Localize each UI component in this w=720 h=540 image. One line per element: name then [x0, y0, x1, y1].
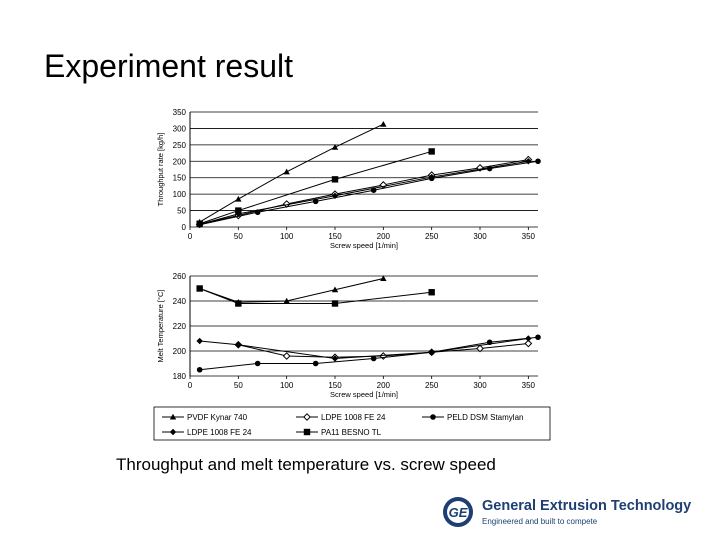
- y-axis-label: Throughput rate [kg/h]: [156, 132, 165, 207]
- data-point: [332, 176, 338, 182]
- x-tick-label: 0: [187, 232, 193, 241]
- data-point: [235, 196, 241, 202]
- data-point: [429, 176, 435, 182]
- figure-caption: Throughput and melt temperature vs. screw speed: [116, 455, 496, 474]
- data-point: [535, 334, 541, 340]
- y-tick-label: 100: [172, 190, 186, 200]
- melt-temperature-chart: [156, 272, 541, 399]
- x-tick-label: 350: [521, 232, 536, 241]
- x-tick-label: 0: [187, 381, 193, 390]
- throughput-chart: [156, 108, 541, 250]
- data-point: [235, 300, 241, 306]
- series-line: [200, 161, 538, 224]
- legend-label: LDPE 1008 FE 24: [321, 413, 386, 422]
- figure: [146, 104, 556, 444]
- y-tick-label: 350: [172, 108, 186, 117]
- x-tick-label: 100: [279, 232, 294, 241]
- y-tick-label: 200: [172, 347, 186, 356]
- x-tick-label: 250: [424, 232, 439, 241]
- data-point: [371, 356, 377, 362]
- data-point: [487, 339, 493, 345]
- data-point: [332, 300, 338, 306]
- x-tick-label: 150: [328, 232, 342, 241]
- data-point: [430, 414, 436, 420]
- x-tick-label: 300: [473, 381, 487, 390]
- data-point: [304, 429, 310, 435]
- legend-label: PVDF Kynar 740: [187, 413, 248, 422]
- y-tick-label: 300: [172, 124, 186, 134]
- data-point: [313, 361, 319, 367]
- series-ldpe-1008-fe-24: [196, 158, 531, 227]
- y-tick-label: 180: [172, 372, 186, 381]
- series-line: [200, 151, 432, 223]
- company-logo: [440, 492, 720, 532]
- series-pa11-besno-tl: [196, 285, 434, 306]
- legend-label: PELD DSM Stamylan: [447, 413, 524, 422]
- data-point: [429, 349, 435, 355]
- data-point: [487, 166, 493, 172]
- y-tick-label: 220: [172, 322, 186, 331]
- data-point: [380, 121, 386, 127]
- x-tick-label: 100: [279, 381, 294, 390]
- x-axis-label: Screw speed [1/min]: [330, 390, 398, 399]
- data-point: [371, 187, 377, 193]
- x-axis-label: Screw speed [1/min]: [330, 241, 398, 250]
- y-axis-label: Melt Temperature [°C]: [156, 289, 165, 363]
- y-tick-label: 0: [181, 223, 186, 232]
- y-tick-label: 240: [172, 297, 186, 306]
- x-tick-label: 200: [376, 232, 391, 241]
- data-point: [197, 367, 203, 373]
- legend-label: PA11 BESNO TL: [321, 428, 382, 437]
- x-tick-label: 50: [233, 232, 243, 241]
- data-point: [313, 199, 319, 205]
- data-point: [535, 158, 541, 164]
- legend-label: LDPE 1008 FE 24: [187, 428, 252, 437]
- data-point: [197, 222, 203, 228]
- logo-company-name: General Extrusion Technology: [482, 498, 692, 514]
- x-tick-label: 200: [376, 381, 391, 390]
- x-tick-label: 50: [233, 381, 243, 390]
- data-point: [235, 342, 241, 348]
- y-tick-label: 250: [172, 140, 186, 150]
- data-point: [428, 148, 434, 154]
- y-tick-label: 260: [172, 272, 186, 281]
- series-peld-dsm-stamylan: [197, 334, 541, 372]
- data-point: [196, 285, 202, 291]
- slide-title: Experiment result: [44, 48, 293, 84]
- svg-text:GE: GE: [448, 505, 468, 520]
- gear-circle-logo-icon: [442, 496, 474, 528]
- legend: [154, 407, 550, 440]
- logo-tagline: Engineered and built to compete: [482, 517, 598, 526]
- charts-svg: [146, 104, 556, 444]
- data-point: [196, 338, 202, 344]
- x-tick-label: 300: [473, 232, 487, 241]
- y-tick-label: 50: [177, 206, 186, 216]
- y-tick-label: 200: [172, 157, 186, 167]
- data-point: [283, 169, 289, 175]
- data-point: [255, 209, 261, 215]
- data-point: [283, 353, 289, 359]
- x-tick-label: 350: [521, 381, 536, 390]
- x-tick-label: 150: [328, 381, 342, 390]
- y-tick-label: 150: [172, 173, 186, 183]
- data-point: [255, 361, 261, 367]
- data-point: [428, 289, 434, 295]
- x-tick-label: 250: [424, 381, 439, 390]
